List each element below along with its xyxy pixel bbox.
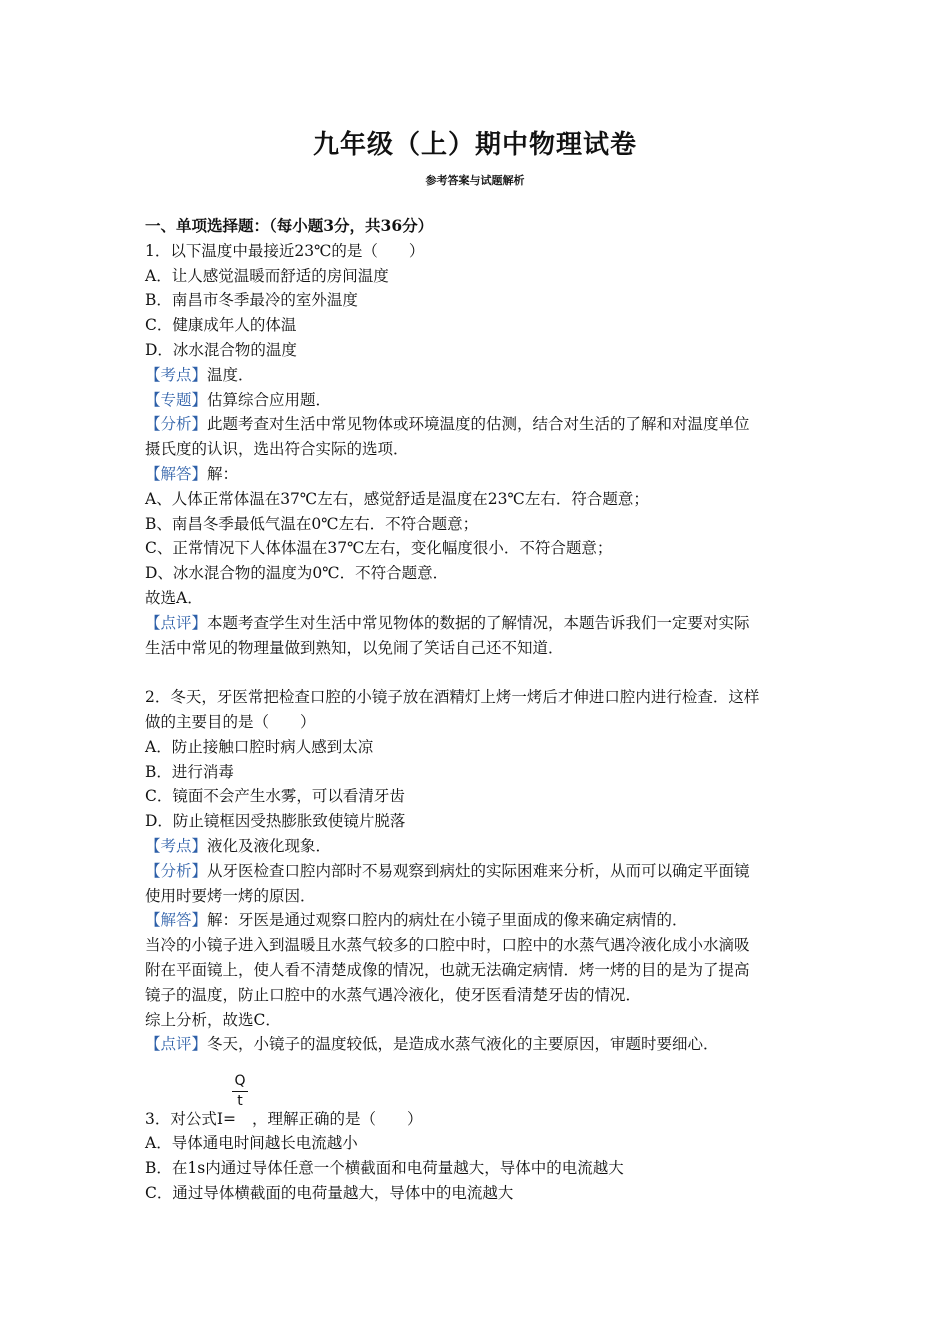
section-heading: 一、单项选择题：（每小题3分，共36分） xyxy=(145,216,434,235)
q1-fenxi-tag: 【分析】 xyxy=(145,415,208,434)
q1-choice: 故选A． xyxy=(145,588,203,607)
fraction-numerator: Q xyxy=(232,1073,248,1092)
q2-fenxi-text-1: 从牙医检查口腔内部时不易观察到病灶的实际困难来分析，从而可以确定平面镜 xyxy=(207,861,750,880)
q1-answer-b: B、南昌冬季最低气温在0℃左右．不符合题意； xyxy=(145,514,479,533)
q3-option-b: B．在1s内通过导体任意一个横截面和电荷量越大，导体中的电流越大 xyxy=(145,1159,624,1178)
q2-stem-1: 2．冬天，牙医常把检查口腔的小镜子放在酒精灯上烤一烤后才伸进口腔内进行检查．这样 xyxy=(145,688,760,707)
q2-fenxi-text-2: 使用时要烤一烤的原因． xyxy=(145,886,316,905)
q2-body-3: 镜子的温度，防止口腔中的水蒸气遇冷液化，使牙医看清楚牙齿的情况． xyxy=(145,985,642,1004)
exam-content xyxy=(145,214,810,1206)
q1-fenxi xyxy=(145,412,810,437)
fraction-denominator: t xyxy=(237,1092,243,1109)
q1-jieda xyxy=(145,462,810,487)
q2-option-b: B．进行消毒 xyxy=(145,762,234,781)
q2-dianping xyxy=(145,1032,810,1057)
q2-body-2: 附在平面镜上，使人看不清楚成像的情况，也就无法确定病情．烤一烤的目的是为了提高 xyxy=(145,960,750,979)
q3-stem xyxy=(145,1072,810,1132)
q2-fenxi-tag: 【分析】 xyxy=(145,861,208,880)
q1-kaodian xyxy=(145,363,810,388)
q1-option-b: B．南昌市冬季最冷的室外温度 xyxy=(145,291,358,310)
spacer xyxy=(145,660,810,685)
q1-zhuanti-tag: 【专题】 xyxy=(145,390,208,409)
q1-zhuanti-text: 估算综合应用题． xyxy=(207,390,332,409)
page-title: 九年级（上）期中物理试卷 xyxy=(312,130,637,160)
q1-option-c: C．健康成年人的体温 xyxy=(145,316,297,335)
q2-dianping-tag: 【点评】 xyxy=(145,1035,208,1054)
formula-fraction xyxy=(232,1073,248,1110)
q2-fenxi xyxy=(145,859,810,884)
q2-jieda xyxy=(145,908,810,933)
page-subtitle: 参考答案与试题解析 xyxy=(425,174,525,187)
q2-dianping-text: 冬天，小镜子的温度较低，是造成水蒸气液化的主要原因，审题时要细心． xyxy=(207,1035,719,1054)
q1-jieda-tag: 【解答】 xyxy=(145,464,208,483)
q1-zhuanti xyxy=(145,388,810,413)
q2-stem-2: 做的主要目的是（ ） xyxy=(145,712,316,731)
q1-fenxi-text-2: 摄氏度的认识，选出符合实际的选项． xyxy=(145,440,409,459)
q2-option-c: C．镜面不会产生水雾，可以看清牙齿 xyxy=(145,787,405,806)
q2-kaodian-tag: 【考点】 xyxy=(145,836,208,855)
q2-option-a: A．防止接触口腔时病人感到太凉 xyxy=(145,737,374,756)
q2-jieda-tag: 【解答】 xyxy=(145,911,208,930)
q1-option-a: A．让人感觉温暖而舒适的房间温度 xyxy=(145,266,389,285)
q3-stem-prefix: 3．对公式I= xyxy=(145,1109,236,1128)
q2-choice: 综上分析，故选C． xyxy=(145,1010,281,1029)
q3-option-a: A．导体通电时间越长电流越小 xyxy=(145,1134,358,1153)
question-2 xyxy=(145,685,810,1057)
question-3 xyxy=(145,1072,810,1206)
q1-kaodian-tag: 【考点】 xyxy=(145,365,208,384)
q1-answer-a: A、人体正常体温在37℃左右，感觉舒适是温度在23℃左右．符合题意； xyxy=(145,489,649,508)
q2-body-1: 当冷的小镜子进入到温暖且水蒸气较多的口腔中时，口腔中的水蒸气遇冷液化成小水滴吸 xyxy=(145,936,750,955)
q1-dianping-text-2: 生活中常见的物理量做到熟知，以免闹了笑话自己还不知道． xyxy=(145,638,564,657)
q3-stem-suffix: ，理解正确的是（ ） xyxy=(251,1109,423,1128)
q1-fenxi-text-1: 此题考查对生活中常见物体或环境温度的估测，结合对生活的了解和对温度单位 xyxy=(207,415,750,434)
q2-option-d: D．防止镜框因受热膨胀致使镜片脱落 xyxy=(145,812,406,831)
q2-jieda-text: 解：牙医是通过观察口腔内的病灶在小镜子里面成的像来确定病情的． xyxy=(207,911,688,930)
q3-option-c: C．通过导体横截面的电荷量越大，导体中的电流越大 xyxy=(145,1184,514,1203)
q1-dianping xyxy=(145,611,810,636)
q1-dianping-tag: 【点评】 xyxy=(145,613,208,632)
q2-kaodian-text: 液化及液化现象． xyxy=(207,836,332,855)
q2-kaodian xyxy=(145,834,810,859)
q1-stem: 1．以下温度中最接近23℃的是（ ） xyxy=(145,241,425,260)
q1-answer-c: C、正常情况下人体体温在37℃左右，变化幅度很小．不符合题意； xyxy=(145,539,613,558)
question-1 xyxy=(145,239,810,661)
q1-kaodian-text: 温度． xyxy=(207,365,254,384)
q1-jieda-text: 解： xyxy=(207,464,239,483)
q1-answer-d: D、冰水混合物的温度为0℃．不符合题意． xyxy=(145,564,449,583)
q1-option-d: D．冰水混合物的温度 xyxy=(145,340,297,359)
q1-dianping-text-1: 本题考查学生对生活中常见物体的数据的了解情况，本题告诉我们一定要对实际 xyxy=(207,613,750,632)
